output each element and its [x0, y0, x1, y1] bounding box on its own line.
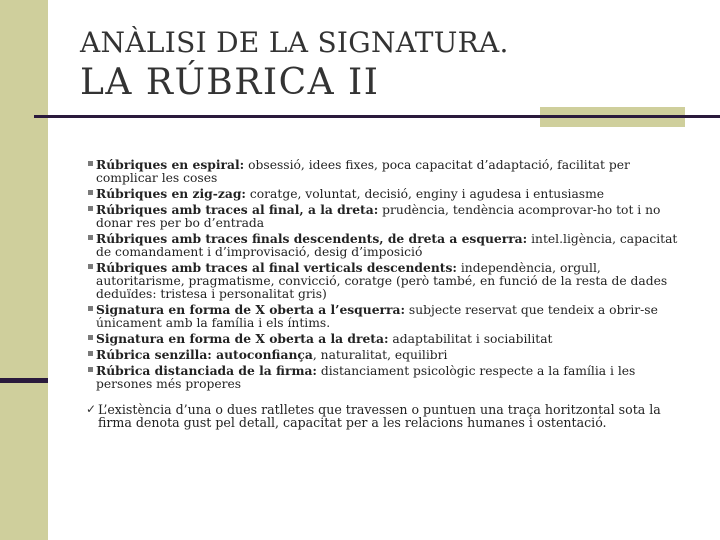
item-description: adaptabilitat i sociabilitat [388, 332, 553, 346]
square-bullet-icon [88, 367, 93, 372]
left-accent-bar [0, 0, 48, 540]
item-description: prudència, tendència acomprovar-ho tot i no donar res per bo d’entrada [96, 203, 661, 230]
check-icon: ✓ [86, 402, 97, 416]
square-bullet-icon [88, 306, 93, 311]
item-description: coratge, voluntat, decisió, enginy i agudesa i entusiasme [245, 187, 605, 201]
square-bullet-icon [88, 235, 93, 240]
item-term: Rúbriques en zig-zag: [96, 186, 246, 201]
item-term: Rúbrica distanciada de la firma: [96, 363, 317, 378]
check-note [88, 403, 688, 429]
list-item [88, 364, 688, 391]
square-bullet-icon [88, 190, 93, 195]
list-item [88, 187, 688, 201]
list-item [88, 261, 688, 301]
title-rule [34, 115, 720, 118]
square-bullet-icon [88, 335, 93, 340]
list-item [88, 203, 688, 230]
square-bullet-icon [88, 161, 93, 166]
slide-title-line2: LA RÚBRICA II [80, 62, 380, 103]
left-bar-divider [0, 378, 48, 383]
item-term: Signatura en forma de X oberta a l’esquerra: [96, 302, 406, 317]
item-description: intel.ligència, capacitat de comandament i d’improvisació, desig d’imposició [96, 232, 678, 259]
bullet-list [88, 158, 688, 391]
list-item [88, 232, 688, 259]
list-item [88, 303, 688, 330]
item-term: Rúbrica senzilla: autoconfiança [96, 347, 313, 362]
item-term: Rúbriques amb traces al final verticals descendents: [96, 260, 457, 275]
list-item [88, 332, 688, 346]
item-description: subjecte reservat que tendeix a obrir-se únicament amb la família i els íntims. [96, 303, 658, 330]
square-bullet-icon [88, 351, 93, 356]
note-text: L’existència d’una o dues ratlletes que travessen o puntuen una traça horitzontal sota la firma denota gust pel detall, capacitat per a les relacions humanes i ostentació. [98, 402, 661, 430]
item-description: , naturalitat, equilibri [312, 348, 448, 362]
item-description: distanciament psicològic respecte a la família i les persones més properes [96, 364, 636, 391]
square-bullet-icon [88, 206, 93, 211]
item-description: obsessió, idees fixes, poca capacitat d’adaptació, facilitat per complicar les coses [96, 158, 630, 185]
slide-title-line1: ANÀLISI DE LA SIGNATURA. [80, 26, 509, 59]
square-bullet-icon [88, 264, 93, 269]
item-description: independència, orgull, autoritarisme, pragmatisme, convicció, coratge (però també, en funció de la resta de dades deduïdes: tristesa i personalitat gris) [96, 261, 668, 301]
item-term: Rúbriques amb traces al final, a la dreta: [96, 202, 379, 217]
item-term: Signatura en forma de X oberta a la dreta: [96, 331, 389, 346]
list-item [88, 348, 688, 362]
slide-content [88, 158, 688, 429]
item-term: Rúbriques en espiral: [96, 157, 245, 172]
list-item [88, 158, 688, 185]
item-term: Rúbriques amb traces finals descendents, de dreta a esquerra: [96, 231, 528, 246]
